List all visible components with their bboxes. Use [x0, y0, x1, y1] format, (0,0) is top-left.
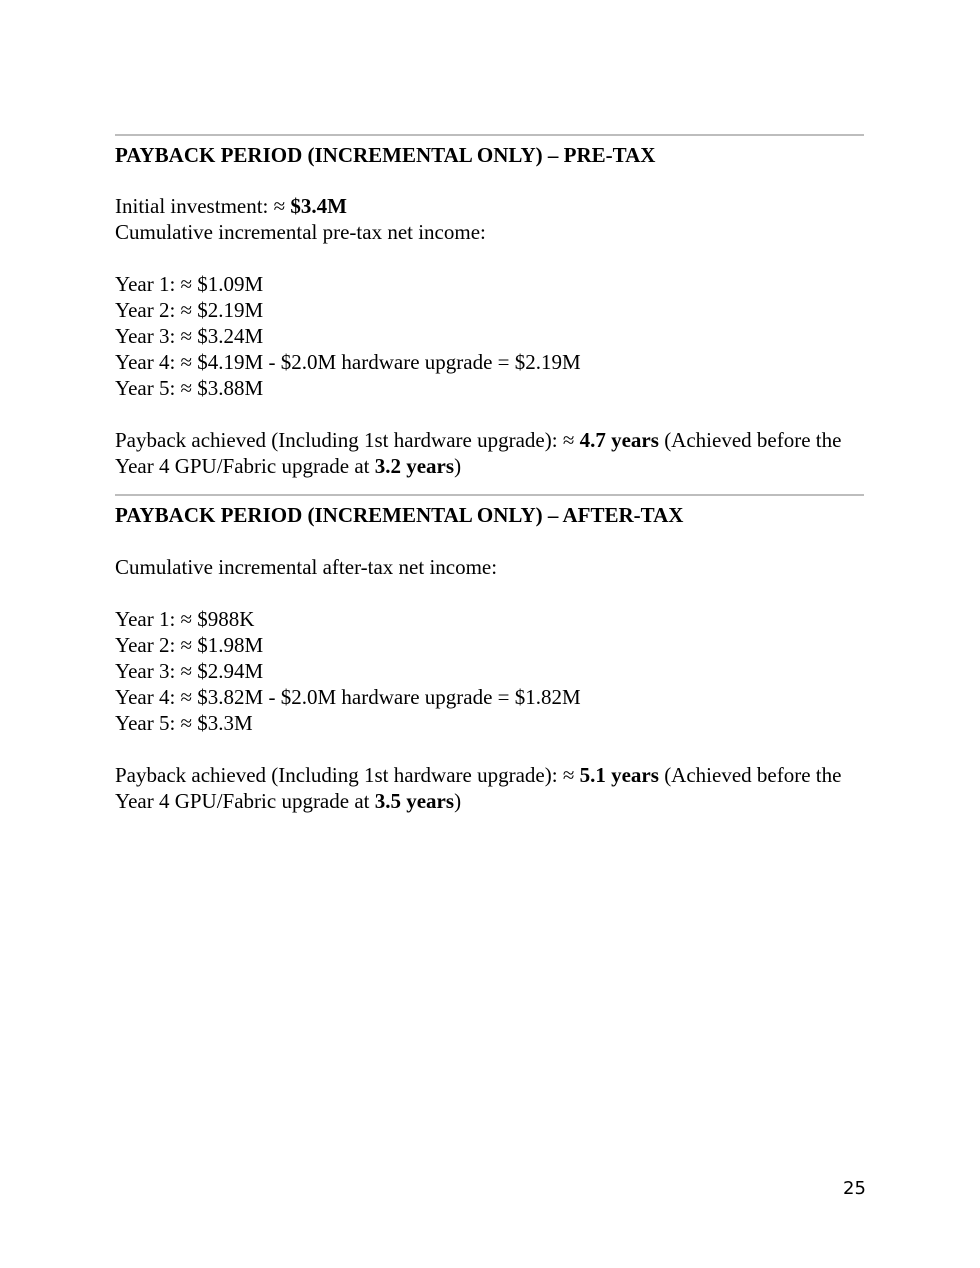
pretax-year-4: Year 4: ≈ $4.19M - $2.0M hardware upgrade = $2.19M — [115, 350, 581, 374]
heading-aftertax: PAYBACK PERIOD (INCREMENTAL ONLY) – AFTER-TAX — [115, 503, 684, 527]
initial-investment-label: Initial investment: ≈ — [115, 194, 291, 218]
payback-value: 5.1 years — [579, 763, 659, 787]
cumulative-pretax-label: Cumulative incremental pre-tax net income: — [115, 220, 486, 244]
section-divider-aftertax — [115, 494, 864, 496]
pretax-year-2: Year 2: ≈ $2.19M — [115, 298, 264, 322]
section-divider-pretax — [115, 134, 864, 136]
payback-suffix: ) — [454, 454, 462, 478]
payback-prefix: Payback achieved (Including 1st hardware upgrade): ≈ — [115, 428, 580, 452]
page-number: 25 — [843, 1178, 866, 1199]
heading-pretax: PAYBACK PERIOD (INCREMENTAL ONLY) – PRE-TAX — [115, 143, 656, 167]
aftertax-year-3: Year 3: ≈ $2.94M — [115, 659, 264, 683]
payback-value: 4.7 years — [579, 428, 659, 452]
pretax-body — [115, 193, 865, 479]
payback-middle: (Achieved before the Year 4 GPU/Fabric upgrade at — [115, 428, 842, 478]
aftertax-year-4: Year 4: ≈ $3.82M - $2.0M hardware upgrade = $1.82M — [115, 685, 581, 709]
payback-middle: (Achieved before the Year 4 GPU/Fabric upgrade at — [115, 763, 842, 813]
payback-before-upgrade: 3.2 years — [374, 454, 455, 478]
pretax-year-1: Year 1: ≈ $1.09M — [115, 272, 264, 296]
aftertax-body — [115, 554, 865, 814]
pretax-year-5: Year 5: ≈ $3.88M — [115, 376, 264, 400]
aftertax-year-1: Year 1: ≈ $988K — [115, 607, 255, 631]
pretax-year-3: Year 3: ≈ $3.24M — [115, 324, 264, 348]
aftertax-year-2: Year 2: ≈ $1.98M — [115, 633, 264, 657]
aftertax-year-5: Year 5: ≈ $3.3M — [115, 711, 253, 735]
cumulative-aftertax-label: Cumulative incremental after-tax net income: — [115, 555, 498, 579]
payback-suffix: ) — [454, 789, 462, 813]
payback-before-upgrade: 3.5 years — [374, 789, 455, 813]
pretax-payback-paragraph — [115, 427, 865, 479]
initial-investment-line — [115, 193, 865, 219]
payback-prefix: Payback achieved (Including 1st hardware upgrade): ≈ — [115, 763, 580, 787]
aftertax-payback-paragraph — [115, 762, 865, 814]
initial-investment-value: $3.4M — [290, 194, 347, 218]
